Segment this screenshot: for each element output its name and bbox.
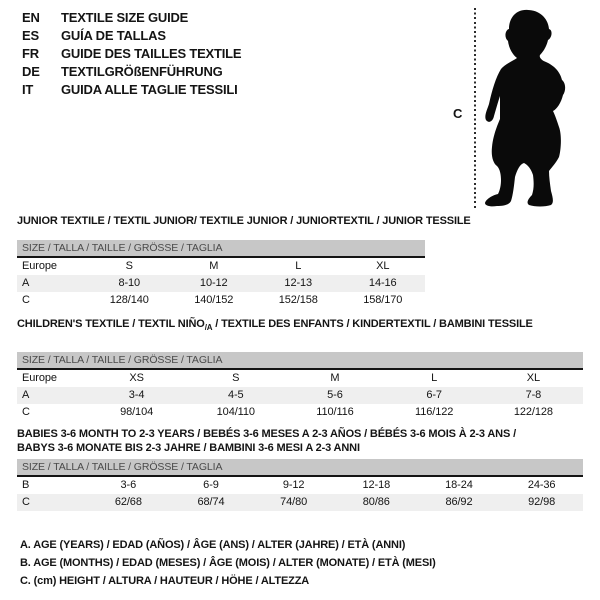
baby-silhouette-icon — [479, 5, 569, 210]
cell: S — [232, 372, 240, 385]
cell: 104/110 — [216, 406, 255, 419]
cell: 18-24 — [445, 479, 473, 491]
row-label: Europe — [22, 372, 57, 385]
cell: 7-8 — [484, 387, 583, 404]
legend-line-c: C. (cm) HEIGHT / ALTURA / HAUTEUR / HÖHE / ALTEZZA — [20, 575, 310, 587]
lang-row-es — [22, 27, 241, 45]
junior-table-title: JUNIOR TEXTILE / TEXTIL JUNIOR/ TEXTILE JUNIOR / JUNIORTEXTIL / JUNIOR TESSILE — [17, 215, 471, 227]
size-header-bar: SIZE / TALLA / TAILLE / GRÖSSE / TAGLIA — [17, 240, 425, 257]
table-row — [17, 369, 583, 387]
row-label: C — [22, 406, 30, 419]
row-label: B — [22, 479, 30, 491]
lang-label: GUÍA DE TALLAS — [61, 28, 166, 43]
cell: 122/128 — [513, 406, 553, 419]
cell: 3-4 — [87, 387, 186, 404]
row-label: C — [17, 494, 87, 511]
measurement-legend — [20, 536, 436, 590]
cell: M — [330, 372, 340, 385]
cell: L — [431, 372, 438, 385]
cell: 14-16 — [341, 275, 426, 292]
cell: XS — [129, 372, 144, 385]
lang-row-en — [22, 9, 241, 27]
cell: 152/158 — [278, 294, 318, 306]
table-row — [17, 257, 425, 275]
cell: 3-6 — [120, 479, 137, 491]
lang-label: GUIDE DES TAILLES TEXTILE — [61, 46, 242, 61]
cell: 4-5 — [186, 387, 285, 404]
row-label: C — [22, 294, 30, 306]
size-header-bar: SIZE / TALLA / TAILLE / GRÖSSE / TAGLIA — [17, 352, 583, 369]
row-label: A — [17, 387, 87, 404]
lang-code: FR — [22, 46, 39, 61]
title-part: / TEXTILE DES ENFANTS / KINDERTEXTIL / BAMBINI TESSILE — [212, 318, 533, 330]
lang-code: ES — [22, 28, 39, 43]
title-part: CHILDREN'S TEXTILE / TEXTIL NIÑO — [17, 318, 205, 330]
cell: 62/68 — [87, 494, 170, 511]
cell: 110/116 — [316, 406, 354, 419]
lang-row-it — [22, 81, 241, 99]
title-line: BABIES 3-6 MONTH TO 2-3 YEARS / BEBÉS 3-6 MESES A 2-3 AÑOS / BÉBÉS 3-6 MOIS À 2-3 ANS / — [17, 428, 516, 440]
height-measure-dotted-line — [474, 8, 476, 208]
childrens-table-title — [17, 318, 583, 334]
babies-textile-section — [17, 427, 583, 511]
title-line: BABYS 3-6 MONATE BIS 2-3 JAHRE / BAMBINI 3-6 MESI A 2-3 ANNI — [17, 442, 360, 454]
cell: 98/104 — [120, 406, 154, 419]
title-subscript: /A — [204, 323, 213, 333]
childrens-size-table — [17, 352, 583, 421]
cell: 12-13 — [256, 275, 341, 292]
cell: 80/86 — [335, 494, 418, 511]
table-row — [17, 275, 425, 292]
cell: 5-6 — [285, 387, 384, 404]
cell: 74/80 — [252, 494, 335, 511]
lang-row-fr — [22, 45, 241, 63]
cell: 8-10 — [87, 275, 172, 292]
lang-label: TEXTILE SIZE GUIDE — [61, 10, 189, 25]
cell: 140/152 — [194, 294, 234, 306]
table-row — [17, 292, 425, 309]
childrens-textile-section — [17, 318, 583, 421]
table-row — [17, 404, 583, 421]
cell: L — [295, 260, 302, 272]
row-label: Europe — [22, 260, 57, 272]
cell: 24-36 — [527, 479, 556, 491]
lang-label: TEXTILGRÖßENFÜHRUNG — [61, 64, 223, 79]
cell: 86/92 — [418, 494, 501, 511]
cell: 12-18 — [362, 479, 391, 491]
cell: 6-7 — [385, 387, 484, 404]
cell: 6-9 — [203, 479, 219, 491]
babies-table-title — [17, 427, 583, 455]
row-label: A — [17, 275, 87, 292]
cell: S — [125, 260, 133, 272]
cell: 9-12 — [282, 479, 305, 491]
babies-size-table — [17, 459, 583, 511]
lang-row-de — [22, 63, 241, 81]
size-header-bar: SIZE / TALLA / TAILLE / GRÖSSE / TAGLIA — [17, 459, 583, 476]
lang-code: EN — [22, 10, 40, 25]
junior-size-table — [17, 240, 425, 309]
cell: 128/140 — [109, 294, 149, 306]
cell: 68/74 — [170, 494, 253, 511]
lang-label: GUIDA ALLE TAGLIE TESSILI — [61, 82, 238, 97]
legend-line-b: B. AGE (MONTHS) / EDAD (MESES) / ÂGE (MOIS) / ALTER (MONATE) / ETÀ (MESI) — [20, 557, 436, 569]
table-row — [17, 494, 583, 511]
junior-textile-section — [17, 215, 471, 309]
cell: 116/122 — [415, 406, 454, 419]
legend-line-a: A. AGE (YEARS) / EDAD (AÑOS) / ÂGE (ANS) / ALTER (JAHRE) / ETÀ (ANNI) — [20, 539, 406, 551]
cell: M — [209, 260, 219, 272]
cell: 92/98 — [500, 494, 583, 511]
table-row — [17, 387, 583, 404]
table-row — [17, 476, 583, 494]
cell: XL — [526, 372, 540, 385]
lang-code: IT — [22, 82, 34, 97]
lang-code: DE — [22, 64, 40, 79]
cell: 158/170 — [363, 294, 403, 306]
cell: XL — [376, 260, 390, 272]
height-c-label: C — [453, 106, 463, 121]
language-title-list — [22, 9, 241, 99]
cell: 10-12 — [172, 275, 257, 292]
